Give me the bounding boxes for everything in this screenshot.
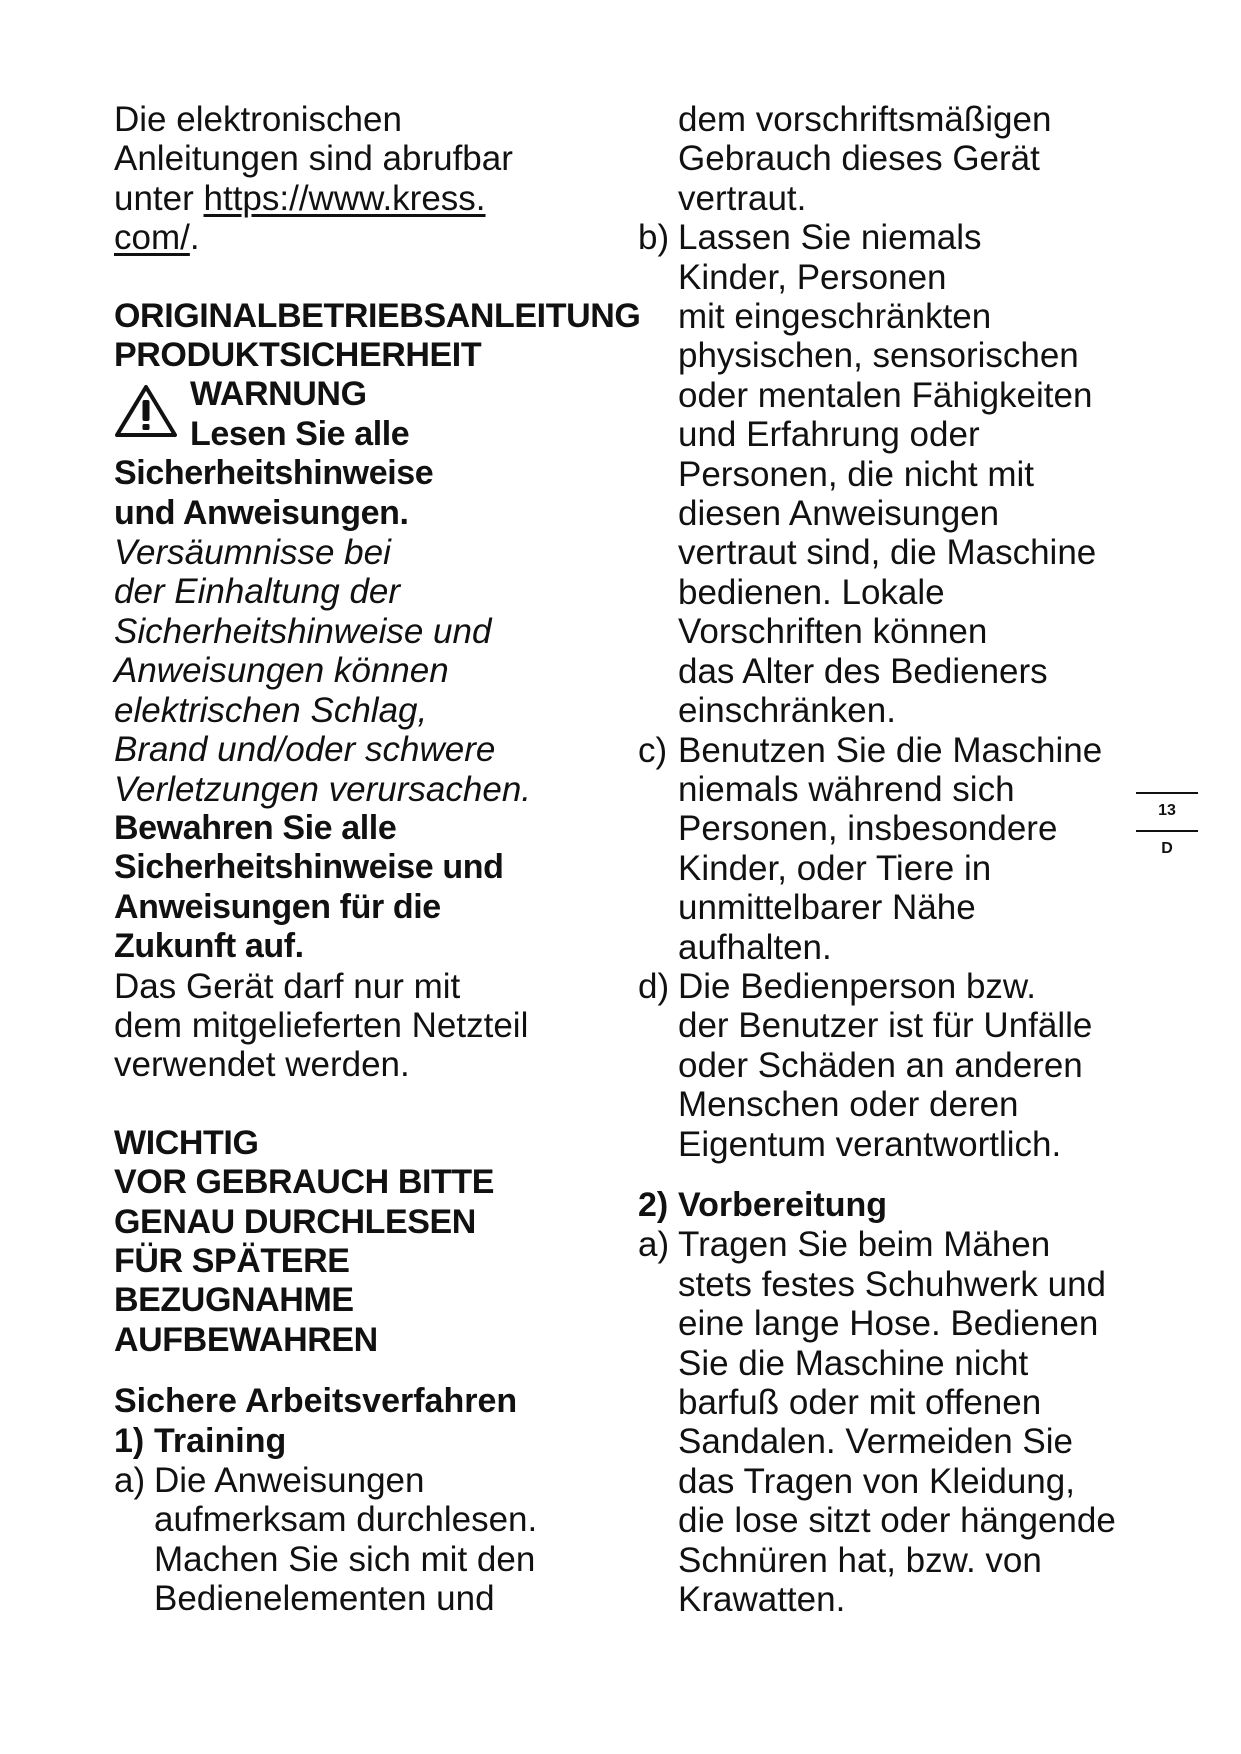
- list-line: das Tragen von Kleidung,: [678, 1461, 1075, 1501]
- training-number: 1): [114, 1421, 145, 1460]
- preparation-heading: [638, 1186, 1158, 1225]
- list-line: vertraut.: [678, 178, 807, 218]
- left-column: [114, 100, 641, 1619]
- list-line: Benutzen Sie die Maschine: [678, 730, 1103, 770]
- list-line: barfuß oder mit offenen: [678, 1383, 1042, 1422]
- power-line-2: dem mitgelieferten Netzteil: [114, 1005, 529, 1045]
- list-line: Sie die Maschine nicht: [678, 1343, 1029, 1383]
- important-line-6: AUFBEWAHREN: [114, 1320, 378, 1359]
- list-line: diesen Anweisungen: [678, 494, 1000, 534]
- keep-line-2: Sicherheitshinweise und: [114, 848, 504, 887]
- list-line: Die Anweisungen: [154, 1461, 425, 1500]
- italic-line-1: Versäumnisse bei: [114, 533, 391, 573]
- italic-line-4: Anweisungen können: [114, 651, 449, 691]
- keep-line-4: Zukunft auf.: [114, 927, 304, 966]
- list-line: und Erfahrung oder: [678, 415, 980, 455]
- list-label: a): [638, 1225, 670, 1265]
- list-line: Menschen oder deren: [678, 1085, 1019, 1125]
- preparation-number: 2): [638, 1185, 669, 1224]
- italic-line-6: Brand und/oder schwere: [114, 730, 496, 770]
- list-line: niemals während sich: [678, 769, 1015, 809]
- warning-triangle-icon: [114, 383, 178, 439]
- list-line: die lose sitzt oder hängende: [678, 1501, 1116, 1541]
- list-line: Tragen Sie beim Mähen: [678, 1225, 1051, 1265]
- list-line: Gebrauch dieses Gerät: [678, 139, 1040, 179]
- language-code: D: [1161, 840, 1173, 857]
- list-line: Eigentum verantwortlich.: [678, 1124, 1062, 1164]
- power-line-3: verwendet werden.: [114, 1045, 410, 1085]
- list-line: einschränken.: [678, 691, 896, 731]
- kress-link-part-1[interactable]: https://www.kress.: [203, 178, 486, 218]
- list-line: aufhalten.: [678, 927, 832, 967]
- safe-procedures-heading: Sichere Arbeitsverfahren: [114, 1382, 518, 1421]
- list-line: dem vorschriftsmäßigen: [678, 100, 1052, 139]
- italic-line-7: Verletzungen verursachen.: [114, 769, 532, 809]
- keep-line-3: Anweisungen für die: [114, 887, 441, 926]
- list-line: Die Bedienperson bzw.: [678, 966, 1036, 1006]
- list-line: Kinder, Personen: [678, 257, 947, 297]
- heading-originalbetriebsanleitung: ORIGINALBETRIEBSANLEITUNG: [114, 296, 641, 335]
- list-line: oder mentalen Fähigkeiten: [678, 375, 1093, 415]
- intro-prefix: unter: [114, 178, 204, 218]
- list-line: Krawatten.: [678, 1580, 846, 1620]
- list-line: Bedienelementen und: [154, 1579, 495, 1619]
- list-line: aufmerksam durchlesen.: [154, 1500, 538, 1540]
- warning-block: [114, 375, 614, 454]
- list-label: a): [114, 1461, 146, 1500]
- list-line: Lassen Sie niemals: [678, 218, 982, 258]
- right-column: [638, 100, 1158, 1619]
- important-line-2: VOR GEBRAUCH BITTE: [114, 1163, 495, 1202]
- important-line-4: FÜR SPÄTERE: [114, 1241, 350, 1280]
- list-label: c): [638, 730, 668, 770]
- list-item-training-d: [638, 967, 1158, 1164]
- list-label: d): [638, 966, 670, 1006]
- intro-line-3: [114, 179, 614, 218]
- list-line: unmittelbarer Nähe: [678, 888, 976, 928]
- list-item-training-a: [114, 1461, 614, 1619]
- intro-line-1: Die elektronischen: [114, 100, 402, 139]
- heading-produktsicherheit: PRODUKTSICHERHEIT: [114, 336, 482, 375]
- intro-dot: .: [189, 218, 200, 258]
- list-line: das Alter des Bedieners: [678, 651, 1048, 691]
- list-line: mit eingeschränkten: [678, 297, 992, 337]
- training-title: Training: [154, 1421, 287, 1460]
- kress-link-part-2[interactable]: com/: [114, 218, 190, 258]
- warning-line-3: Sicherheitshinweise: [114, 454, 434, 493]
- important-line-1: WICHTIG: [114, 1123, 259, 1162]
- list-line: vertraut sind, die Maschine: [678, 533, 1097, 573]
- important-line-3: GENAU DURCHLESEN: [114, 1202, 476, 1241]
- intro-line-4: [114, 218, 614, 257]
- list-line: physischen, sensorischen: [678, 336, 1079, 376]
- page-number: 13: [1158, 802, 1176, 819]
- list-line: der Benutzer ist für Unfälle: [678, 1006, 1093, 1046]
- list-item-training-c: [638, 731, 1158, 967]
- italic-line-2: der Einhaltung der: [114, 572, 401, 612]
- list-item-training-a-continued: [638, 100, 1158, 218]
- list-item-training-b: [638, 218, 1158, 730]
- list-label: b): [638, 218, 670, 258]
- list-line: Personen, insbesondere: [678, 809, 1058, 849]
- warning-line-4: und Anweisungen.: [114, 493, 409, 532]
- training-heading: [114, 1422, 614, 1461]
- list-line: Machen Sie sich mit den: [154, 1539, 536, 1579]
- power-line-1: Das Gerät darf nur mit: [114, 966, 461, 1006]
- italic-line-3: Sicherheitshinweise und: [114, 611, 492, 651]
- list-item-preparation-a: [638, 1225, 1158, 1619]
- list-line: Sandalen. Vermeiden Sie: [678, 1422, 1073, 1462]
- intro-line-2: Anleitungen sind abrufbar: [114, 139, 513, 179]
- list-line: Schnüren hat, bzw. von: [678, 1540, 1042, 1580]
- important-line-5: BEZUGNAHME: [114, 1281, 354, 1320]
- list-line: stets festes Schuhwerk und: [678, 1264, 1106, 1304]
- list-line: oder Schäden an anderen: [678, 1045, 1083, 1085]
- list-line: Kinder, oder Tiere in: [678, 848, 992, 888]
- list-line: eine lange Hose. Bedienen: [678, 1304, 1099, 1344]
- list-line: bedienen. Lokale: [678, 572, 945, 612]
- list-line: Personen, die nicht mit: [678, 454, 1035, 494]
- page-tab: [1136, 792, 1198, 858]
- list-line: Vorschriften können: [678, 612, 988, 652]
- warning-line-2: Lesen Sie alle: [190, 414, 410, 453]
- warning-title: WARNUNG: [190, 375, 367, 414]
- italic-line-5: elektrischen Schlag,: [114, 690, 428, 730]
- preparation-title: Vorbereitung: [678, 1185, 888, 1224]
- keep-line-1: Bewahren Sie alle: [114, 808, 397, 847]
